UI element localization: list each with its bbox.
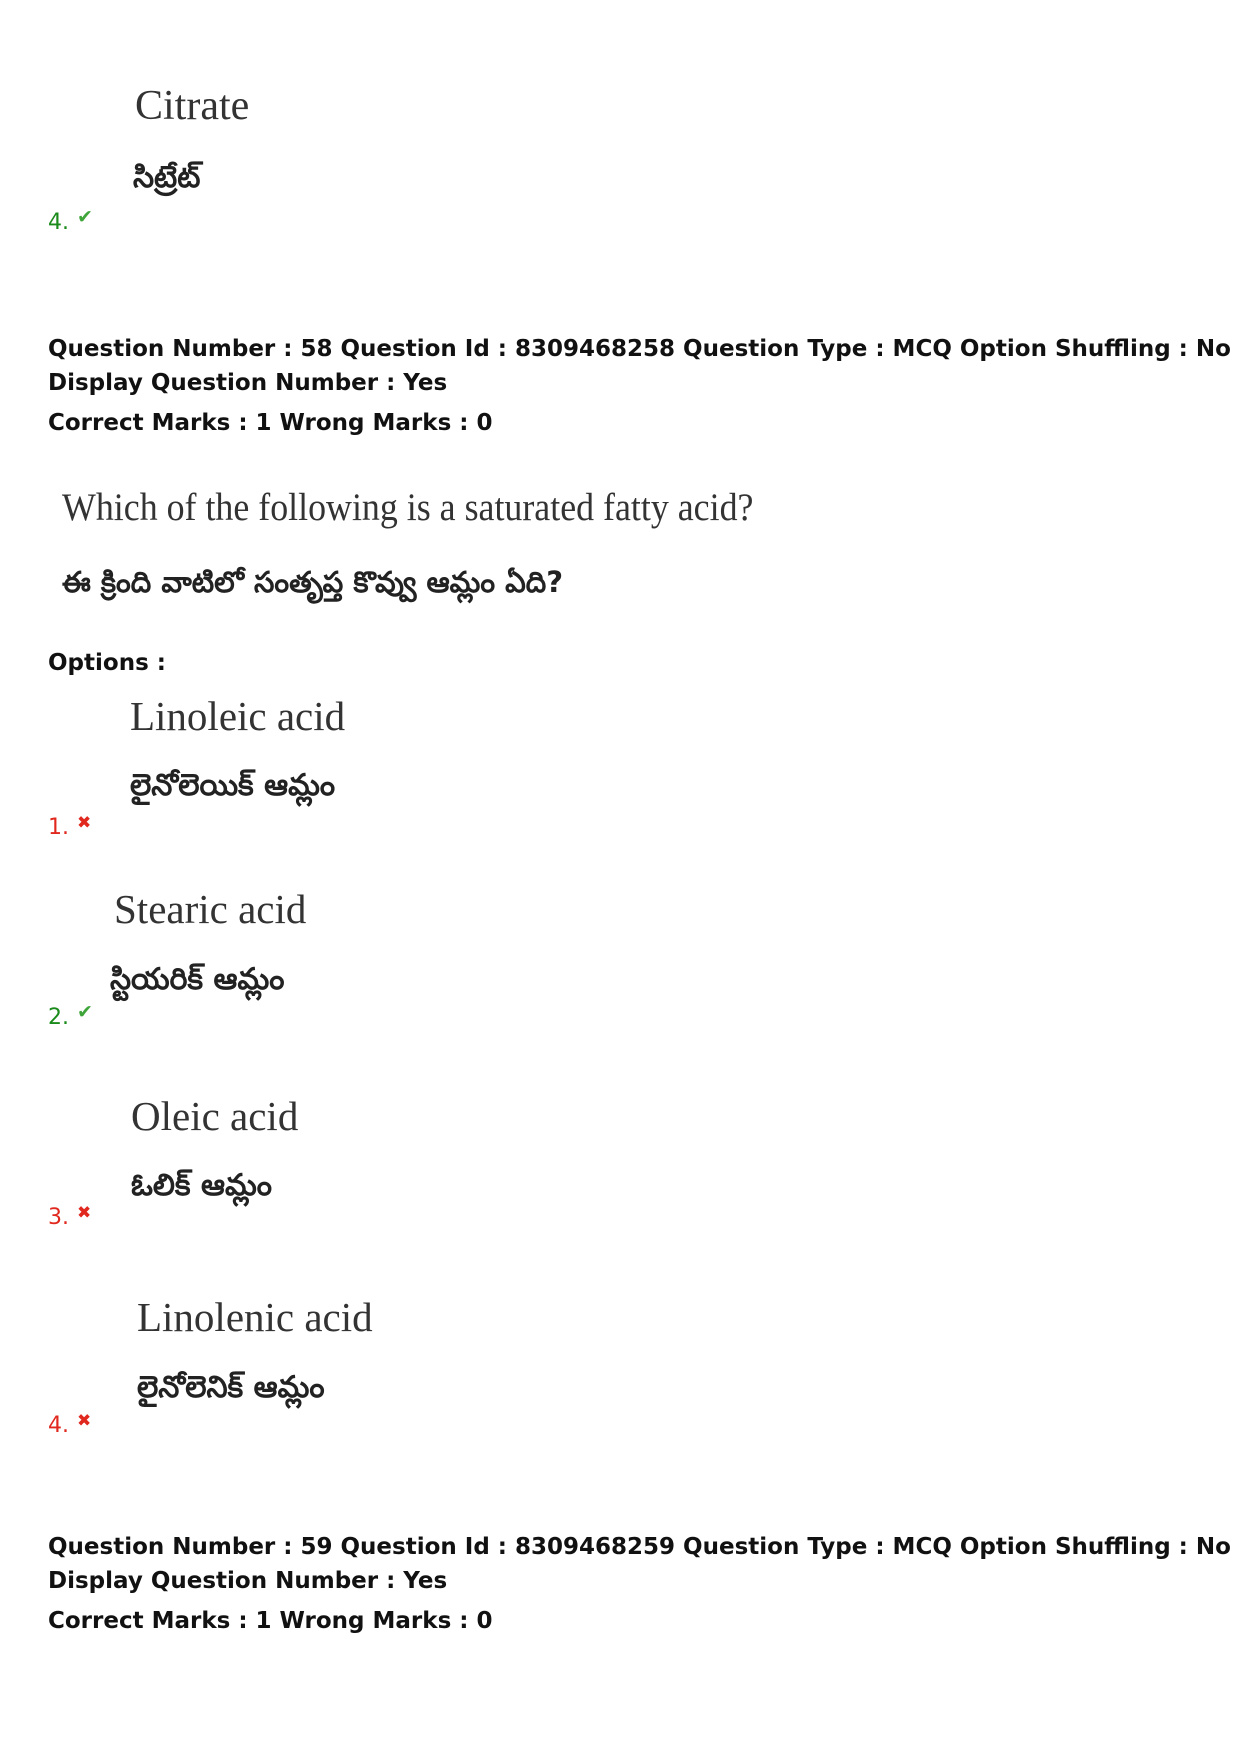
option-1-english: Linoleic acid: [130, 693, 346, 739]
prev-option4-english: Citrate: [135, 83, 250, 129]
options-label: Options :: [48, 650, 166, 676]
option-number-label: 1.: [48, 815, 69, 840]
option-3-telugu: ఓలిక్ ఆమ్లం: [131, 1168, 272, 1203]
option-3-number: [48, 1205, 91, 1230]
option-4-number: [48, 1413, 91, 1438]
option-number-label: 3.: [48, 1205, 69, 1230]
cross-icon: ✖: [77, 1203, 92, 1223]
option-number-label: 4.: [48, 1413, 69, 1438]
question-58-marks: Correct Marks : 1 Wrong Marks : 0: [48, 410, 493, 436]
option-1-number: [48, 815, 91, 840]
option-number-label: 4.: [48, 210, 69, 235]
cross-icon: ✖: [77, 813, 92, 833]
check-icon: ✔: [77, 206, 93, 228]
question-58-text-english: Which of the following is a saturated fatty acid?: [62, 486, 754, 529]
option-4-english: Linolenic acid: [137, 1294, 373, 1340]
question-59-marks: Correct Marks : 1 Wrong Marks : 0: [48, 1608, 493, 1634]
option-2-telugu: స్టియరిక్ ఆమ్లం: [110, 962, 285, 997]
option-1-telugu: లైనోలెయిక్ ఆమ్లం: [130, 768, 336, 803]
prev-option4-number: [48, 206, 93, 235]
option-2-number: [48, 1001, 93, 1030]
question-59-header-line2: Display Question Number : Yes: [48, 1568, 448, 1594]
option-4-telugu: లైనోలెనిక్ ఆమ్లం: [137, 1370, 325, 1405]
cross-icon: ✖: [77, 1411, 92, 1431]
option-3-english: Oleic acid: [131, 1093, 299, 1139]
prev-option4-telugu: సిట్రేట్: [133, 160, 201, 195]
check-icon: ✔: [77, 1001, 93, 1023]
question-58-text-telugu: ఈ క్రింది వాటిలో సంతృప్త కొవ్వు ఆమ్లం ఏది?: [62, 565, 564, 599]
question-59-header-line1: Question Number : 59 Question Id : 8309468259 Question Type : MCQ Option Shuffling : No: [48, 1534, 1231, 1560]
question-58-header-line2: Display Question Number : Yes: [48, 370, 448, 396]
option-number-label: 2.: [48, 1005, 69, 1030]
option-2-english: Stearic acid: [114, 886, 307, 932]
question-58-header-line1: Question Number : 58 Question Id : 8309468258 Question Type : MCQ Option Shuffling : No: [48, 336, 1231, 362]
